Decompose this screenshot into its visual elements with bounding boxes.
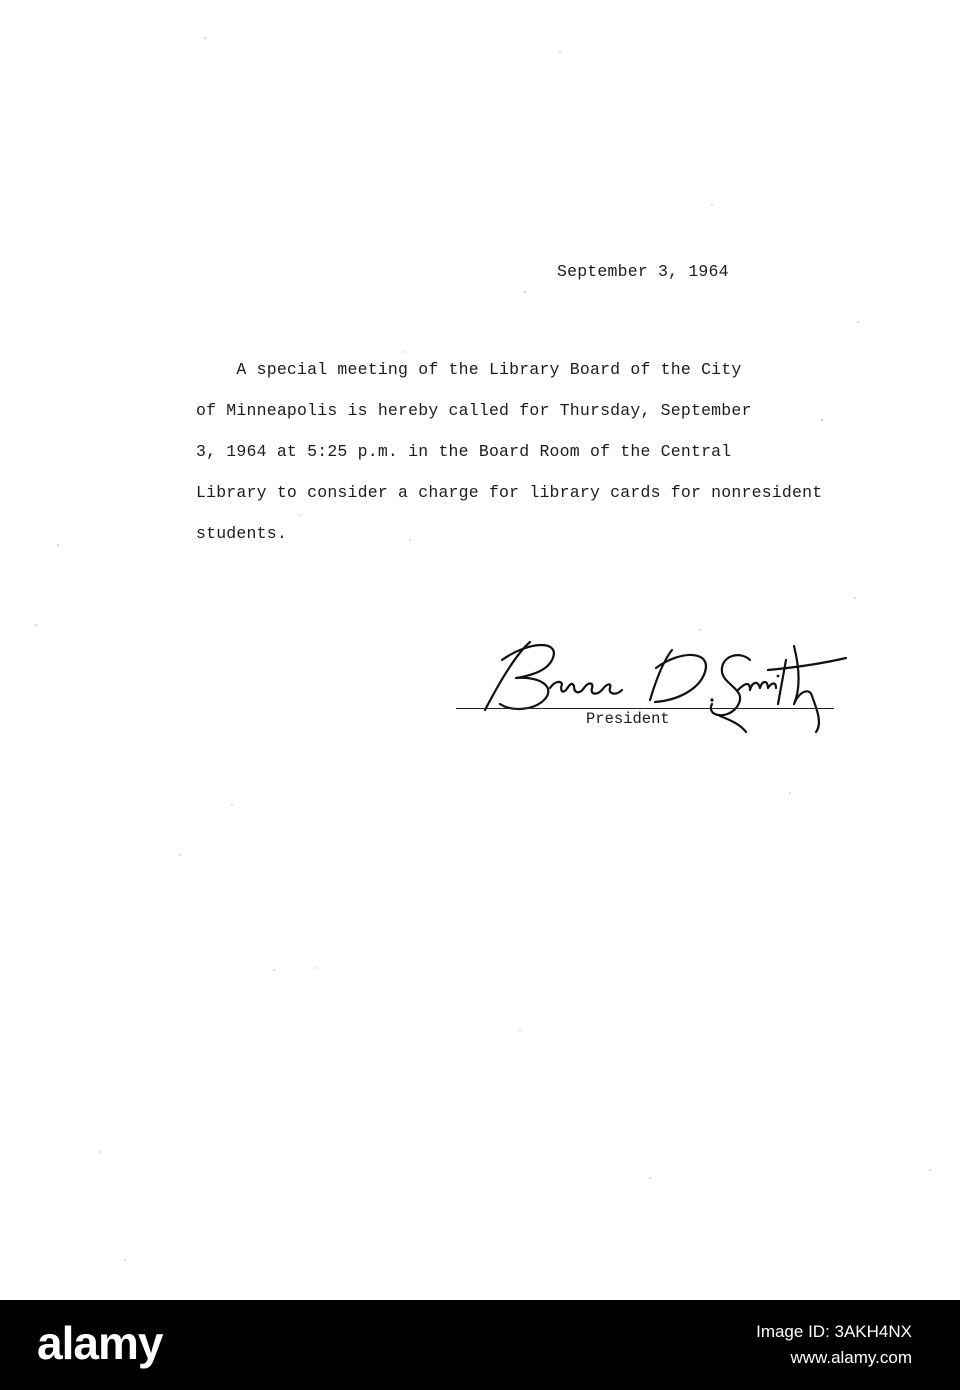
- watermark-bar: [0, 1300, 960, 1390]
- signatory-title: President: [586, 710, 670, 728]
- signature-block: [450, 620, 870, 740]
- body-line-5: students.: [196, 524, 287, 543]
- body-line-4: Library to consider a charge for library cards for nonresident: [196, 483, 823, 502]
- signature-line: [456, 708, 834, 709]
- document-date: September 3, 1964: [557, 262, 729, 281]
- body-line-1: A special meeting of the Library Board of the City: [196, 360, 742, 379]
- brand-url: www.alamy.com: [790, 1348, 912, 1367]
- body-line-2: of Minneapolis is hereby called for Thursday, September: [196, 401, 752, 420]
- brand-logo: alamy: [37, 1317, 163, 1369]
- image-id-label: Image ID: 3AKH4NX: [756, 1322, 912, 1341]
- body-line-3: 3, 1964 at 5:25 p.m. in the Board Room of the Central: [196, 442, 732, 461]
